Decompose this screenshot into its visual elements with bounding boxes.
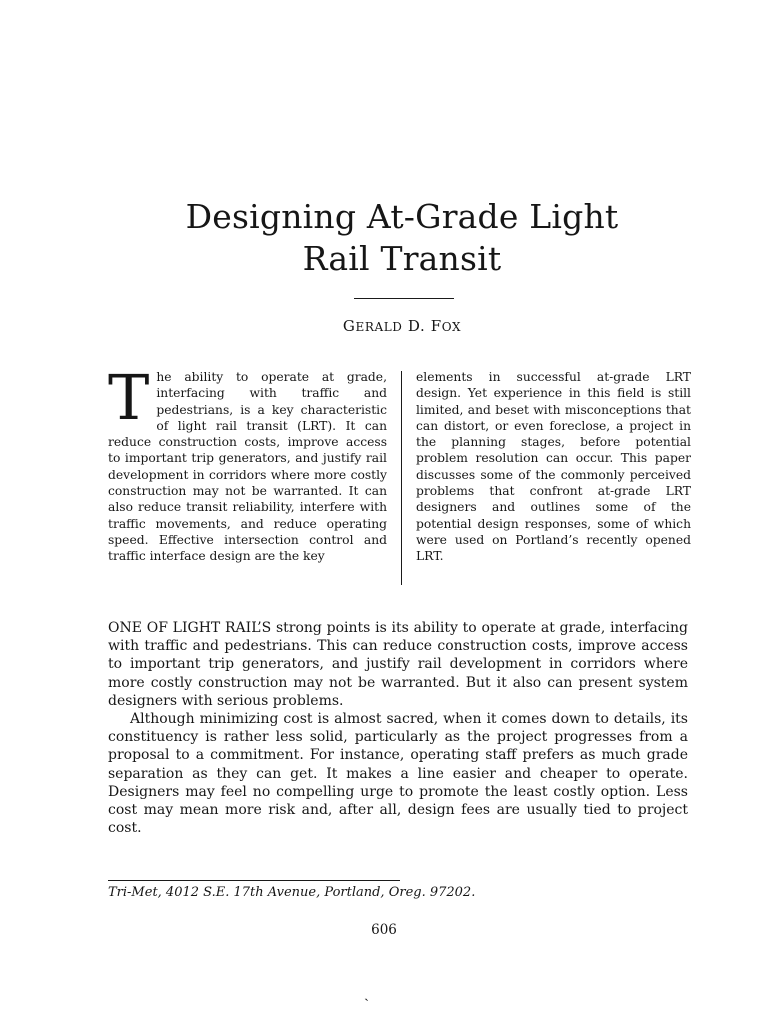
abstract-left-column — [108, 361, 387, 565]
abstract-right-text: elements in successful at-grade LRT design. Yet experience in this field is still limited, and beset with misconceptions that can distort, or even foreclose, a project in the planning stages, before potential problem resolution can occur. This paper discusses some of the commonly perceived problems that confront at-grade LRT designers and outlines some of the potential design responses, some of which were used on Portland’s recently opened LRT. — [416, 370, 691, 564]
affiliation-footnote: Tri-Met, 4012 S.E. 17th Avenue, Portland, Oreg. 97202. — [108, 885, 476, 900]
body-paragraph-2: Although minimizing cost is almost sacred, when it comes down to details, its constituency is rather less solid, particularly as the project progresses from a proposal to a commitment. For instance, operating staff prefers as much grade separation as they can get. It makes a line easier and cheaper to operate. Designers may feel no compelling urge to promote the least costly option. Less cost may mean more risk and, after all, design fees are usually tied to project cost. — [108, 711, 688, 837]
abstract-column-divider — [401, 371, 402, 585]
drop-cap: T — [108, 361, 150, 434]
title-divider — [354, 298, 454, 299]
scan-mark: ˎ — [364, 984, 369, 1002]
title-line-1: Designing At-Grade Light — [185, 197, 619, 236]
author-name: GERALD D. FOX — [342, 317, 462, 335]
paper-title — [100, 196, 704, 280]
page-number: 606 — [371, 922, 397, 938]
title-line-2: Rail Transit — [302, 239, 502, 278]
abstract-left-text: he ability to operate at grade, interfacing with traffic and pedestrians, is a key characteristic of light rail transit (LRT). It can reduce construction costs, improve access to important trip generators, and justify rail development in corridors where more costly construction may not be warranted. It can also reduce transit reliability, interfere with traffic movements, and reduce operating speed. Effective intersection control and traffic interface design are the key — [108, 370, 387, 564]
abstract-right-column — [416, 369, 691, 565]
body-text — [108, 619, 688, 837]
body-paragraph-1: ONE OF LIGHT RAIL’S strong points is its ability to operate at grade, interfacing with traffic and pedestrians. This can reduce construction costs, improve access to important trip generators, and justify rail development in corridors where more costly construction may not be warranted. But it also can present system designers with serious problems. — [108, 620, 688, 709]
footnote-divider — [108, 880, 400, 881]
